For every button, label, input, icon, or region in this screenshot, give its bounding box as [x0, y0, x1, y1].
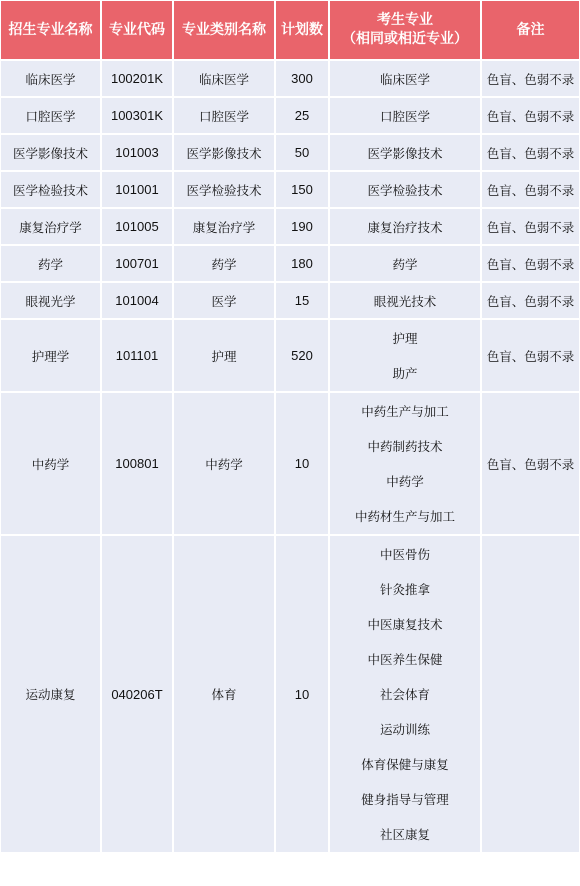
cell-major-name: 药学: [1, 246, 100, 281]
student-major-item: 中医骨伤: [379, 547, 430, 562]
header-plan-count: 计划数: [276, 1, 328, 59]
cell-category-name: 医学: [174, 283, 274, 318]
cell-remarks: 色盲、色弱不录: [482, 283, 579, 318]
cell-student-major: 药学: [330, 246, 480, 281]
header-student-major: [330, 1, 480, 59]
cell-plan-count: 180: [276, 246, 328, 281]
cell-plan-count: 300: [276, 61, 328, 96]
student-major-item: 健身指导与管理: [361, 792, 449, 807]
cell-student-major: 医学检验技术: [330, 172, 480, 207]
table-header-row: [1, 1, 579, 59]
cell-category-name: 口腔医学: [174, 98, 274, 133]
cell-major-code: 101001: [102, 172, 172, 207]
cell-plan-count: 520: [276, 320, 328, 391]
cell-student-major-list: [330, 393, 480, 534]
cell-student-major: 康复治疗技术: [330, 209, 480, 244]
cell-student-major: 口腔医学: [330, 98, 480, 133]
table-row: [1, 98, 579, 133]
cell-major-name: 运动康复: [1, 536, 100, 852]
cell-remarks: 色盲、色弱不录: [482, 246, 579, 281]
table-row: [1, 393, 579, 534]
cell-remarks: 色盲、色弱不录: [482, 320, 579, 391]
cell-student-major: 临床医学: [330, 61, 480, 96]
table-row: [1, 172, 579, 207]
student-major-item: 社会体育: [379, 687, 430, 702]
header-major-code: 专业代码: [102, 1, 172, 59]
cell-major-name: 临床医学: [1, 61, 100, 96]
cell-plan-count: 50: [276, 135, 328, 170]
cell-student-major: 医学影像技术: [330, 135, 480, 170]
student-major-item: 中医康复技术: [367, 617, 443, 632]
student-major-item: 中药学: [386, 474, 424, 489]
cell-major-code: 100301K: [102, 98, 172, 133]
header-student-major-line2: （相同或相近专业）: [342, 31, 468, 47]
cell-plan-count: 10: [276, 393, 328, 534]
table-row: [1, 135, 579, 170]
cell-major-name: 护理学: [1, 320, 100, 391]
header-category-name: 专业类别名称: [174, 1, 274, 59]
student-major-item: 中药制药技术: [367, 439, 443, 454]
cell-major-code: 100701: [102, 246, 172, 281]
header-major-name: 招生专业名称: [1, 1, 100, 59]
cell-remarks: 色盲、色弱不录: [482, 393, 579, 534]
cell-major-code: 100201K: [102, 61, 172, 96]
cell-major-code: 101005: [102, 209, 172, 244]
student-major-item: 体育保健与康复: [361, 757, 449, 772]
cell-category-name: 医学影像技术: [174, 135, 274, 170]
cell-major-name: 中药学: [1, 393, 100, 534]
cell-student-major-list: [330, 536, 480, 852]
student-major-item: 中医养生保健: [367, 652, 443, 667]
student-major-item: 针灸推拿: [379, 582, 430, 597]
cell-major-name: 眼视光学: [1, 283, 100, 318]
student-major-item: 护理: [392, 331, 418, 346]
cell-category-name: 体育: [174, 536, 274, 852]
cell-remarks: 色盲、色弱不录: [482, 61, 579, 96]
cell-major-name: 医学检验技术: [1, 172, 100, 207]
cell-major-code: 040206T: [102, 536, 172, 852]
cell-category-name: 护理: [174, 320, 274, 391]
cell-category-name: 医学检验技术: [174, 172, 274, 207]
cell-student-major: 眼视光技术: [330, 283, 480, 318]
cell-student-major-list: [330, 320, 480, 391]
cell-major-name: 医学影像技术: [1, 135, 100, 170]
cell-major-code: 100801: [102, 393, 172, 534]
student-major-item: 社区康复: [379, 827, 430, 842]
student-major-item: 中药生产与加工: [361, 404, 449, 419]
cell-major-name: 康复治疗学: [1, 209, 100, 244]
student-major-item: 中药材生产与加工: [354, 509, 455, 524]
cell-major-name: 口腔医学: [1, 98, 100, 133]
cell-remarks: 色盲、色弱不录: [482, 209, 579, 244]
cell-plan-count: 25: [276, 98, 328, 133]
cell-major-code: 101003: [102, 135, 172, 170]
cell-plan-count: 150: [276, 172, 328, 207]
cell-plan-count: 10: [276, 536, 328, 852]
table-row: [1, 320, 579, 391]
cell-major-code: 101101: [102, 320, 172, 391]
table-row: [1, 61, 579, 96]
student-major-item: 助产: [392, 366, 418, 381]
cell-category-name: 临床医学: [174, 61, 274, 96]
header-remarks: 备注: [482, 1, 579, 59]
table-row: [1, 246, 579, 281]
cell-major-code: 101004: [102, 283, 172, 318]
cell-remarks: [482, 536, 579, 852]
cell-plan-count: 15: [276, 283, 328, 318]
cell-plan-count: 190: [276, 209, 328, 244]
cell-remarks: 色盲、色弱不录: [482, 172, 579, 207]
cell-category-name: 中药学: [174, 393, 274, 534]
table-row: [1, 536, 579, 852]
cell-category-name: 康复治疗学: [174, 209, 274, 244]
student-major-item: 运动训练: [379, 722, 430, 737]
cell-remarks: 色盲、色弱不录: [482, 135, 579, 170]
table-row: [1, 209, 579, 244]
table-row: [1, 283, 579, 318]
cell-category-name: 药学: [174, 246, 274, 281]
header-student-major-line1: 考生专业: [377, 12, 433, 28]
cell-remarks: 色盲、色弱不录: [482, 98, 579, 133]
